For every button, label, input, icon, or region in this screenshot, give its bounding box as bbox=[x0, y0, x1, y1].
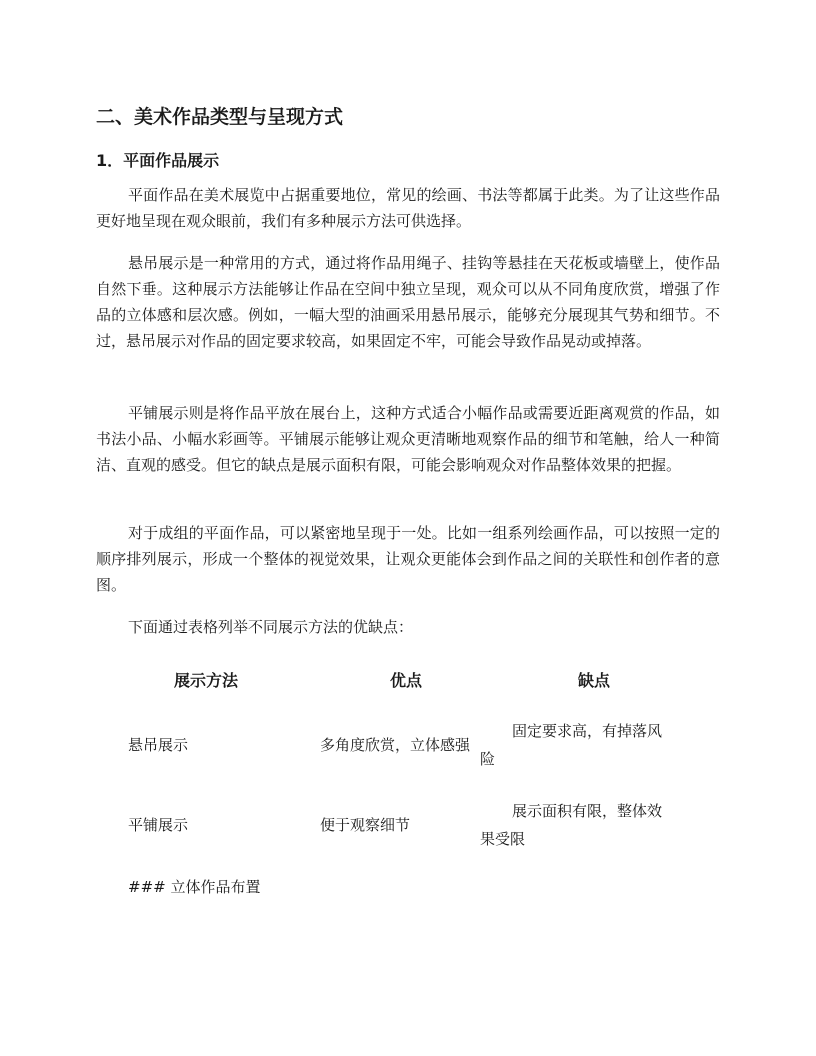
table-cell-method: 平铺展示 bbox=[128, 816, 189, 834]
table-cell-method: 悬吊展示 bbox=[128, 736, 189, 754]
table-header-cons: 缺点 bbox=[577, 671, 610, 690]
paragraph-hanging: 悬吊展示是一种常用的方式，通过将作品用绳子、挂钩等悬挂在天花板或墙壁上，使作品自然下垂。这种展示方法能够让作品在空间中独立呈现，观众可以从不同角度欣赏，增强了作品的立体感和层次感。例如，一幅大型的油画采用悬吊展示，能够充分展现其气势和细节。不过，悬吊展示对作品的固定要求较高，如果固定不牢，可能会导致作品晃动或掉落。 bbox=[96, 254, 720, 350]
paragraph-group: 对于成组的平面作品，可以紧密地呈现于一处。比如一组系列绘画作品，可以按照一定的顺序排列展示，形成一个整体的视觉效果，让观众更能体会到作品之间的关联性和创作者的意图。 bbox=[96, 524, 720, 594]
table-cell-pro: 多角度欣赏，立体感强 bbox=[320, 736, 471, 754]
table-header-method: 展示方法 bbox=[173, 671, 238, 690]
table-cell-con-line1: 固定要求高，有掉落风 bbox=[512, 722, 663, 740]
table-cell-con-line2: 险 bbox=[480, 750, 496, 768]
next-section-heading: ### 立体作品布置 bbox=[128, 878, 261, 896]
table-cell-con-line1: 展示面积有限，整体效 bbox=[512, 802, 663, 820]
paragraph-flat: 平铺展示则是将作品平放在展台上，这种方式适合小幅作品或需要近距离观赏的作品，如书法小品、小幅水彩画等。平铺展示能够让观众更清晰地观察作品的细节和笔触，给人一种简洁、直观的感受。但它的缺点是展示面积有限，可能会影响观众对作品整体效果的把握。 bbox=[96, 404, 720, 474]
section-title: 二、美术作品类型与呈现方式 bbox=[96, 106, 344, 128]
paragraph-intro: 平面作品在美术展览中占据重要地位，常见的绘画、书法等都属于此类。为了让这些作品更好地呈现在观众眼前，我们有多种展示方法可供选择。 bbox=[96, 186, 720, 230]
paragraph-table-intro: 下面通过表格列举不同展示方法的优缺点： bbox=[128, 618, 414, 636]
table-cell-pro: 便于观察细节 bbox=[320, 816, 411, 834]
subsection-title: 1．平面作品展示 bbox=[96, 151, 220, 170]
table-cell-con-line2: 果受限 bbox=[480, 830, 526, 848]
table-header-pros: 优点 bbox=[389, 671, 422, 690]
